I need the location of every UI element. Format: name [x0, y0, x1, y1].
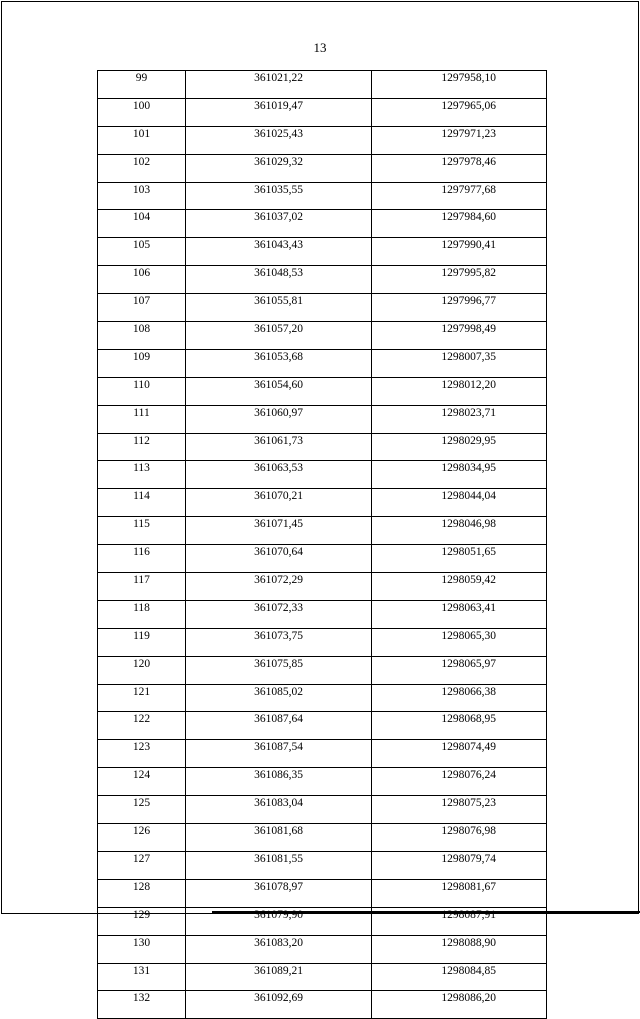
table-row	[98, 322, 547, 350]
y-coordinate-cell: 1298007,35	[372, 349, 547, 377]
x-coordinate-cell: 361043,43	[186, 238, 372, 266]
point-number-cell: 103	[98, 182, 186, 210]
x-coordinate-cell: 361070,64	[186, 545, 372, 573]
table-row	[98, 684, 547, 712]
table-row	[98, 433, 547, 461]
table-row	[98, 210, 547, 238]
x-coordinate-cell: 361078,97	[186, 879, 372, 907]
point-number-cell: 124	[98, 768, 186, 796]
table-row	[98, 238, 547, 266]
point-number-cell: 110	[98, 377, 186, 405]
y-coordinate-cell: 1297998,49	[372, 322, 547, 350]
point-number-cell: 108	[98, 322, 186, 350]
table-row	[98, 294, 547, 322]
y-coordinate-cell: 1297995,82	[372, 266, 547, 294]
y-coordinate-cell: 1298012,20	[372, 377, 547, 405]
point-number-cell: 122	[98, 712, 186, 740]
table-row	[98, 489, 547, 517]
x-coordinate-cell: 361086,35	[186, 768, 372, 796]
point-number-cell: 129	[98, 907, 186, 935]
x-coordinate-cell: 361055,81	[186, 294, 372, 322]
x-coordinate-cell: 361079,90	[186, 907, 372, 935]
y-coordinate-cell: 1298059,42	[372, 573, 547, 601]
x-coordinate-cell: 361048,53	[186, 266, 372, 294]
point-number-cell: 105	[98, 238, 186, 266]
y-coordinate-cell: 1298088,90	[372, 935, 547, 963]
table-row	[98, 991, 547, 1019]
point-number-cell: 112	[98, 433, 186, 461]
x-coordinate-cell: 361072,33	[186, 600, 372, 628]
table-row	[98, 824, 547, 852]
y-coordinate-cell: 1297984,60	[372, 210, 547, 238]
y-coordinate-cell: 1298087,91	[372, 907, 547, 935]
x-coordinate-cell: 361057,20	[186, 322, 372, 350]
point-number-cell: 125	[98, 796, 186, 824]
point-number-cell: 104	[98, 210, 186, 238]
x-coordinate-cell: 361019,47	[186, 98, 372, 126]
point-number-cell: 127	[98, 851, 186, 879]
x-coordinate-cell: 361021,22	[186, 71, 372, 99]
point-number-cell: 107	[98, 294, 186, 322]
y-coordinate-cell: 1298044,04	[372, 489, 547, 517]
table-row	[98, 517, 547, 545]
table-row	[98, 573, 547, 601]
table-row	[98, 907, 547, 935]
table-row	[98, 796, 547, 824]
y-coordinate-cell: 1297971,23	[372, 126, 547, 154]
x-coordinate-cell: 361083,04	[186, 796, 372, 824]
x-coordinate-cell: 361037,02	[186, 210, 372, 238]
table-row	[98, 712, 547, 740]
x-coordinate-cell: 361075,85	[186, 656, 372, 684]
x-coordinate-cell: 361071,45	[186, 517, 372, 545]
x-coordinate-cell: 361087,64	[186, 712, 372, 740]
point-number-cell: 115	[98, 517, 186, 545]
table-row	[98, 405, 547, 433]
point-number-cell: 120	[98, 656, 186, 684]
point-number-cell: 116	[98, 545, 186, 573]
x-coordinate-cell: 361029,32	[186, 154, 372, 182]
x-coordinate-cell: 361092,69	[186, 991, 372, 1019]
y-coordinate-cell: 1298066,38	[372, 684, 547, 712]
point-number-cell: 114	[98, 489, 186, 517]
x-coordinate-cell: 361060,97	[186, 405, 372, 433]
x-coordinate-cell: 361035,55	[186, 182, 372, 210]
table-row	[98, 879, 547, 907]
x-coordinate-cell: 361087,54	[186, 740, 372, 768]
table-row	[98, 154, 547, 182]
table-row	[98, 600, 547, 628]
point-number-cell: 118	[98, 600, 186, 628]
y-coordinate-cell: 1298046,98	[372, 517, 547, 545]
point-number-cell: 117	[98, 573, 186, 601]
y-coordinate-cell: 1298065,97	[372, 656, 547, 684]
x-coordinate-cell: 361061,73	[186, 433, 372, 461]
table-row	[98, 182, 547, 210]
coordinates-table	[97, 70, 547, 1019]
point-number-cell: 132	[98, 991, 186, 1019]
table-row	[98, 628, 547, 656]
table-row	[98, 935, 547, 963]
x-coordinate-cell: 361053,68	[186, 349, 372, 377]
x-coordinate-cell: 361072,29	[186, 573, 372, 601]
table-row	[98, 963, 547, 991]
point-number-cell: 130	[98, 935, 186, 963]
y-coordinate-cell: 1297990,41	[372, 238, 547, 266]
y-coordinate-cell: 1298084,85	[372, 963, 547, 991]
table-row	[98, 377, 547, 405]
y-coordinate-cell: 1298076,24	[372, 768, 547, 796]
table-row	[98, 545, 547, 573]
point-number-cell: 106	[98, 266, 186, 294]
x-coordinate-cell: 361025,43	[186, 126, 372, 154]
x-coordinate-cell: 361063,53	[186, 461, 372, 489]
table-row	[98, 740, 547, 768]
point-number-cell: 123	[98, 740, 186, 768]
y-coordinate-cell: 1298075,23	[372, 796, 547, 824]
y-coordinate-cell: 1297977,68	[372, 182, 547, 210]
point-number-cell: 119	[98, 628, 186, 656]
y-coordinate-cell: 1298065,30	[372, 628, 547, 656]
point-number-cell: 100	[98, 98, 186, 126]
y-coordinate-cell: 1298051,65	[372, 545, 547, 573]
y-coordinate-cell: 1298023,71	[372, 405, 547, 433]
y-coordinate-cell: 1298081,67	[372, 879, 547, 907]
x-coordinate-cell: 361081,55	[186, 851, 372, 879]
x-coordinate-cell: 361085,02	[186, 684, 372, 712]
point-number-cell: 131	[98, 963, 186, 991]
y-coordinate-cell: 1297965,06	[372, 98, 547, 126]
y-coordinate-cell: 1298074,49	[372, 740, 547, 768]
table-row	[98, 126, 547, 154]
table-row	[98, 461, 547, 489]
point-number-cell: 102	[98, 154, 186, 182]
coordinates-table-body	[98, 71, 547, 1019]
table-row	[98, 349, 547, 377]
x-coordinate-cell: 361073,75	[186, 628, 372, 656]
y-coordinate-cell: 1298076,98	[372, 824, 547, 852]
table-row	[98, 98, 547, 126]
table-row	[98, 656, 547, 684]
point-number-cell: 99	[98, 71, 186, 99]
x-coordinate-cell: 361083,20	[186, 935, 372, 963]
point-number-cell: 113	[98, 461, 186, 489]
page-number: 13	[313, 40, 327, 55]
point-number-cell: 121	[98, 684, 186, 712]
x-coordinate-cell: 361070,21	[186, 489, 372, 517]
y-coordinate-cell: 1298086,20	[372, 991, 547, 1019]
point-number-cell: 126	[98, 824, 186, 852]
x-coordinate-cell: 361081,68	[186, 824, 372, 852]
y-coordinate-cell: 1297958,10	[372, 71, 547, 99]
y-coordinate-cell: 1297996,77	[372, 294, 547, 322]
point-number-cell: 128	[98, 879, 186, 907]
y-coordinate-cell: 1298034,95	[372, 461, 547, 489]
y-coordinate-cell: 1297978,46	[372, 154, 547, 182]
x-coordinate-cell: 361054,60	[186, 377, 372, 405]
point-number-cell: 111	[98, 405, 186, 433]
table-row	[98, 851, 547, 879]
y-coordinate-cell: 1298063,41	[372, 600, 547, 628]
y-coordinate-cell: 1298079,74	[372, 851, 547, 879]
y-coordinate-cell: 1298068,95	[372, 712, 547, 740]
point-number-cell: 101	[98, 126, 186, 154]
table-row	[98, 71, 547, 99]
table-row	[98, 266, 547, 294]
x-coordinate-cell: 361089,21	[186, 963, 372, 991]
point-number-cell: 109	[98, 349, 186, 377]
table-row	[98, 768, 547, 796]
y-coordinate-cell: 1298029,95	[372, 433, 547, 461]
